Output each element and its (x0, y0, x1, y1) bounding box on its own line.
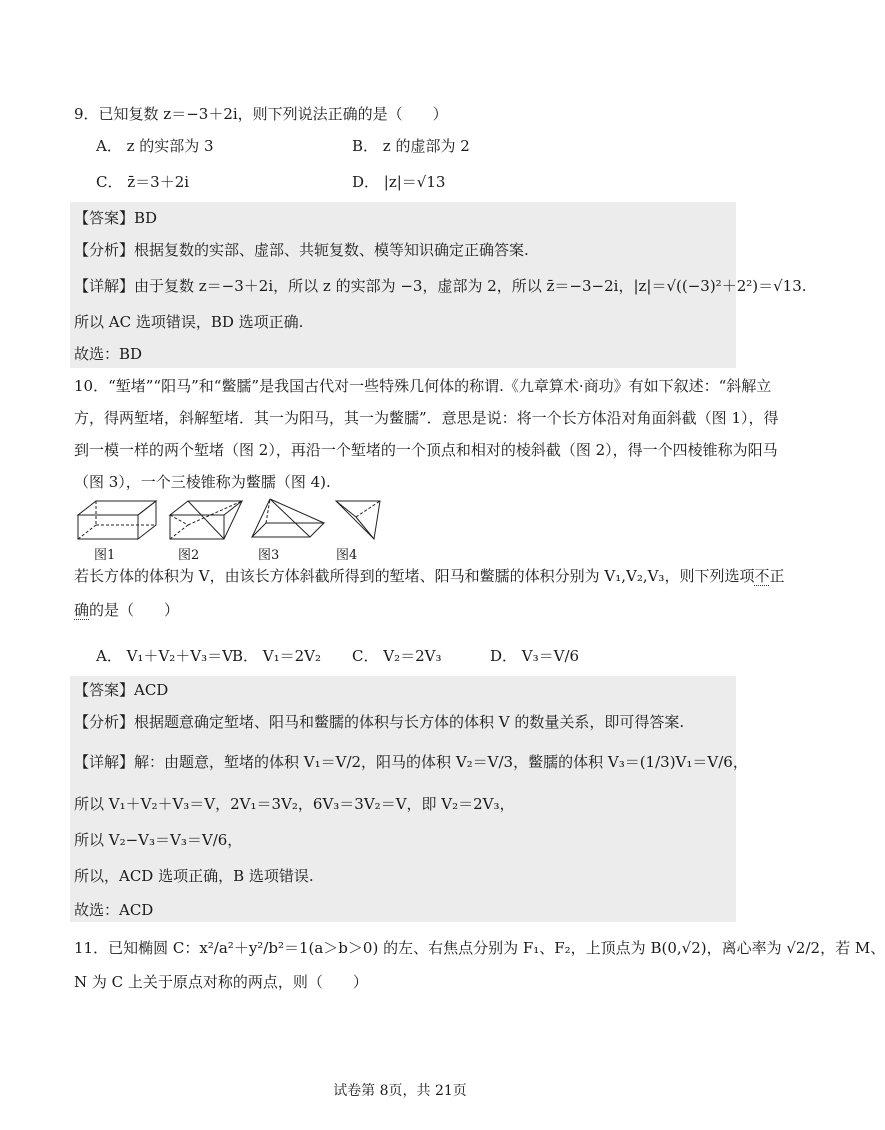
q9-option-c: C． z̄＝3＋2i (96, 173, 190, 191)
figure-2-label: 图2 (178, 548, 200, 563)
q10-stem-line-4: （图 3），一个三棱锥称为鳖臑（图 4). (74, 473, 331, 491)
q10-question-rest: 的是（ ） (89, 601, 180, 619)
q10-question-text: 若长方体的体积为 V，由该长方体斜截所得到的堑堵、阳马和鳖臑的体积分别为 V₁,V₂,V₃，则下列选项 (74, 567, 755, 585)
q9-detail: 【详解】由于复数 z＝−3＋2i，所以 z 的实部为 −3，虚部为 2，所以 z̄＝−3−2i，|z|＝√((−3)²＋2²)＝√13. (74, 277, 807, 295)
figure-4-tetrahedron (336, 501, 380, 539)
q10-conclusion: 所以，ACD 选项正确，B 选项错误. (74, 867, 314, 885)
q9-option-b: B． z 的虚部为 2 (352, 137, 470, 155)
q10-stem-line-3: 到一模一样的两个堑堵（图 2），再沿一个堑堵的一个顶点和相对的棱斜截（图 2），得一个四棱锥称为阳马 (74, 441, 778, 459)
q10-question-tail: 正 (769, 567, 785, 585)
q10-analysis: 【分析】根据题意确定堑堵、阳马和鳖臑的体积与长方体的体积 V 的数量关系，即可得答案. (74, 713, 685, 731)
figure-2-wedge (170, 501, 242, 539)
q9-option-a: A． z 的实部为 3 (96, 137, 214, 155)
figure-1-label: 图1 (94, 548, 116, 563)
q9-analysis: 【分析】根据复数的实部、虚部、共轭复数、模等知识确定正确答案. (74, 241, 529, 259)
q10-derivation-1: 所以 V₁＋V₂＋V₃＝V，2V₁＝3V₂，6V₃＝3V₂＝V，即 V₂＝2V₃， (74, 795, 515, 813)
q10-emphasis-not: 不 (754, 567, 770, 585)
q10-option-a: A． V₁＋V₂＋V₃＝V (96, 647, 233, 665)
q10-stem-line-2: 方，得两堑堵，斜解堑堵．其一为阳马，其一为鳖臑”．意思是说：将一个长方体沿对角面斜截（图 1），得 (74, 409, 779, 427)
figure-3-pyramid (252, 499, 324, 537)
q9-answer: 【答案】BD (74, 209, 158, 227)
q10-question-line-1 (74, 566, 784, 586)
figure-4-label: 图4 (336, 548, 358, 563)
q9-stem: 9．已知复数 z＝−3＋2i，则下列说法正确的是（ ） (74, 105, 448, 123)
q10-question-line-2 (74, 600, 179, 620)
figure-3-label: 图3 (258, 548, 280, 563)
q10-detail: 【详解】解：由题意，堑堵的体积 V₁＝V/2，阳马的体积 V₂＝V/3，鳖臑的体积 V₃＝(1/3)V₁＝V/6， (74, 753, 748, 771)
q11-stem-line-2: N 为 C 上关于原点对称的两点，则（ ） (74, 973, 368, 991)
q10-derivation-2: 所以 V₂−V₃＝V₃＝V/6， (74, 831, 243, 849)
q10-answer: 【答案】ACD (74, 681, 169, 699)
q10-stem-line-1: 10．“堑堵”“阳马”和“鳖臑”是我国古代对一些特殊几何体的称谓.《九章算术·商功》有如下叙述：“斜解立 (74, 377, 772, 395)
q10-choice: 故选：ACD (74, 901, 154, 919)
q9-conclusion: 所以 AC 选项错误，BD 选项正确. (74, 313, 304, 331)
q11-stem-line-1: 11．已知椭圆 C：x²/a²＋y²/b²＝1(a＞b＞0) 的左、右焦点分别为 F₁、F₂，上顶点为 B(0,√2)，离心率为 √2/2，若 M、 (74, 939, 885, 957)
q10-emphasis-correct: 确 (74, 601, 90, 619)
page-footer: 试卷第 8页，共 21页 (333, 1083, 467, 1099)
q10-option-d: D． V₃＝V/6 (490, 647, 580, 665)
q10-option-c: C． V₂＝2V₃ (352, 647, 442, 665)
q10-option-b: B． V₁＝2V₂ (232, 647, 322, 665)
figure-1-cuboid (78, 501, 156, 539)
q9-option-d: D． |z|＝√13 (352, 173, 446, 191)
q9-choice: 故选：BD (74, 345, 143, 363)
